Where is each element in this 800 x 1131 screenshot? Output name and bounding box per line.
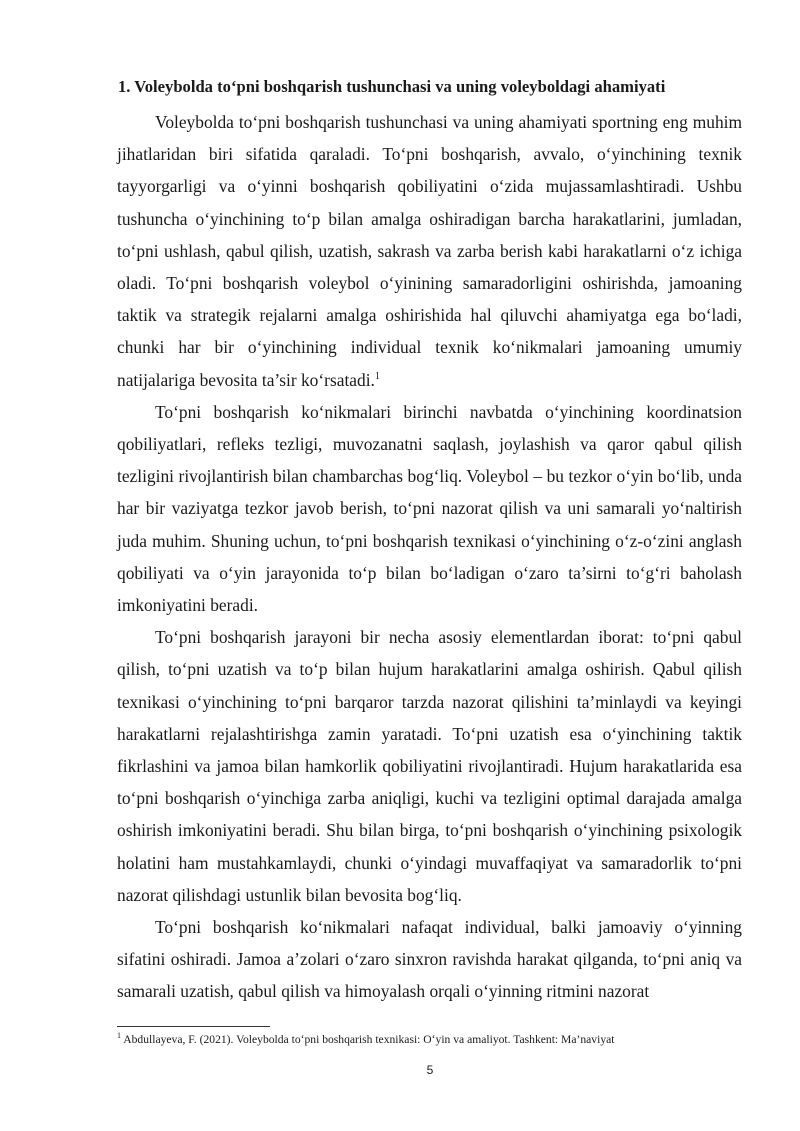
page-number: 5 bbox=[426, 1063, 434, 1077]
section-heading: 1. Voleybolda to‘pni boshqarish tushunchasi va uning voleyboldagi ahamiyati bbox=[118, 77, 666, 96]
footnote-separator bbox=[117, 1026, 270, 1027]
paragraph-1 bbox=[117, 106, 742, 396]
paragraph-3: To‘pni boshqarish jarayoni bir necha asosiy elementlardan iborat: to‘pni qabul qilish, to‘pni uzatish va to‘p bilan hujum harakatlarini amalga oshirish. Qabul qilish texnikasi o‘yinchining to‘pni barqaror tarzda nazorat qilishini ta’minlaydi va keyingi harakatlarni rejalashtirishga zamin yaratadi. To‘pni uzatish esa o‘yinchining taktik fikrlashini va jamoa bilan hamkorlik qobiliyatini rivojlantiradi. Hujum harakatlarida esa to‘pni boshqarish o‘yinchiga zarba aniqligi, kuchi va tezligini optimal darajada amalga oshirish imkoniyatini beradi. Shu bilan birga, to‘pni boshqarish o‘yinchining psixologik holatini ham mustahkamlaydi, chunki o‘yindagi muvaffaqiyat va samaradorlik to‘pni nazorat qilishdagi ustunlik bilan bevosita bog‘liq. bbox=[117, 627, 742, 905]
footnote bbox=[117, 1032, 742, 1048]
paragraph-4: To‘pni boshqarish ko‘nikmalari nafaqat individual, balki jamoaviy o‘yinning sifatini oshiradi. Jamoa a’zolari o‘zaro sinxron ravishda harakat qilganda, to‘pni aniq va samarali uzatish, qabul qilish va himoyalash orqali o‘yinning ritmini nazorat bbox=[117, 917, 742, 1002]
paragraph-1-text: Voleybolda to‘pni boshqarish tushunchasi va uning ahamiyati sportning eng muhim jihatlaridan biri sifatida qaraladi. To‘pni boshqarish, avvalo, o‘yinchining texnik tayyorgarligi va o‘yinni boshqarish qobiliyatini o‘zida mujassamlashtiradi. Ushbu tushuncha o‘yinchining to‘p bilan amalga oshiradigan barcha harakatlarini, jumladan, to‘pni ushlash, qabul qilish, uzatish, sakrash va zarba berish kabi harakatlarni o‘z ichiga oladi. To‘pni boshqarish voleybol o‘yinining samaradorligini oshirishda, jamoaning taktik va strategik rejalarni amalga oshirishida hal qiluvchi ahamiyatga ega bo‘ladi, chunki har bir o‘yinchining individual texnik ko‘nikmalari jamoaning umumiy natijalariga bevosita ta’sir ko‘rsatadi. bbox=[117, 112, 742, 390]
footnote-reference: 1 bbox=[374, 370, 380, 382]
footnote-text: Abdullayeva, F. (2021). Voleybolda to‘pni boshqarish texnikasi: O‘yin va amaliyot. Tashkent: Ma’naviyat bbox=[121, 1033, 615, 1046]
paragraph-2: To‘pni boshqarish ko‘nikmalari birinchi navbatda o‘yinchining koordinatsion qobiliyatlari, refleks tezligi, muvozanatni saqlash, joylashish va qaror qabul qilish tezligini rivojlantirish bilan chambarchas bog‘liq. Voleybol – bu tezkor o‘yin bo‘lib, unda har bir vaziyatga tezkor javob berish, to‘pni nazorat qilish va uni samarali yo‘naltirish juda muhim. Shuning uchun, to‘pni boshqarish texnikasi o‘yinchining o‘z-o‘zini anglash qobiliyati va o‘yin jarayonida to‘p bilan bo‘ladigan o‘zaro ta’sirni to‘g‘ri baholash imkoniyatini beradi. bbox=[117, 401, 742, 616]
footnote-mark: 1 bbox=[117, 1031, 121, 1041]
body-text bbox=[117, 106, 742, 1008]
